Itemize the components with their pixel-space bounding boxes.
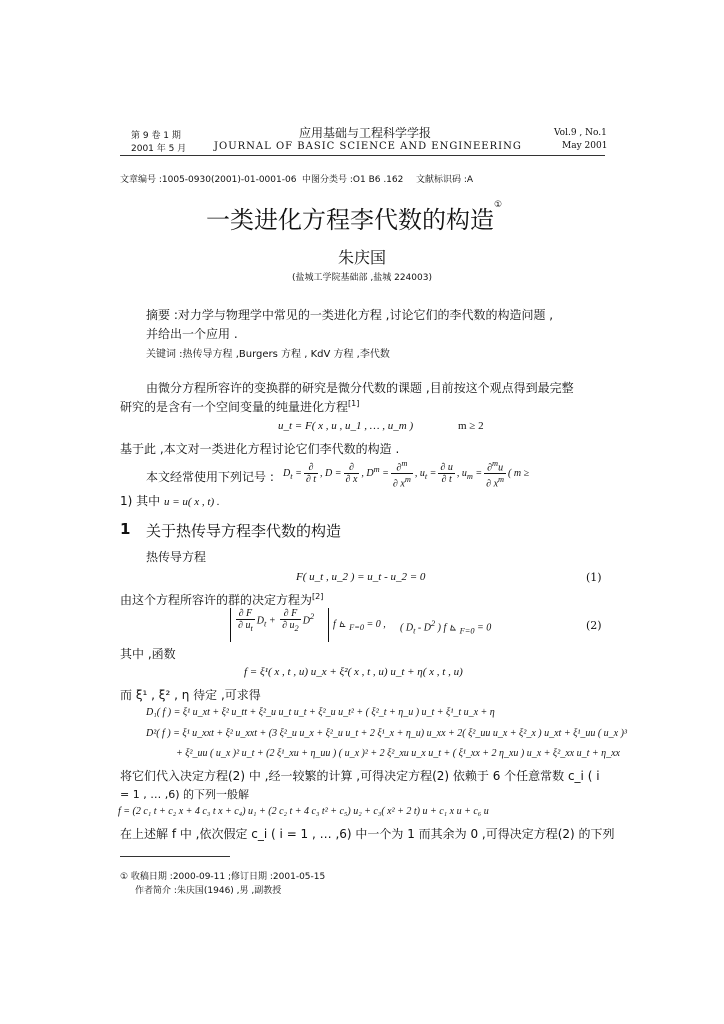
header-journal-cn: 应用基础与工程科学学报 (298, 126, 431, 140)
intro-para-1a: 由微分方程所容许的变换群的研究是微分代数的课题 ,目前按这个观点得到最完整 (146, 381, 574, 395)
equation-2-number: (2) (586, 619, 602, 632)
subsection-heat-equation: 热传导方程 (146, 550, 207, 564)
equation-d2-line1: D²( f ) = ξ¹ u_xxt + ξ² u_xxt + (3 ξ²_u u_x + ξ²_u u_t + 2 ξ¹_x + η_u) u_xx + 2( ξ²_uu u_x + ξ²_x ) u_xt + ξ¹_uu ( u_x )³ (146, 728, 627, 739)
ref-1: [1] (348, 399, 360, 408)
intro-para-1b: 研究的是含有一个空间变量的纯量进化方程[1] (120, 399, 360, 414)
abstract-line-1: 摘要 :对力学与物理学中常见的一类进化方程 ,讨论它们的李代数的构造问题 , (146, 308, 554, 322)
section-1-number: 1 (120, 520, 131, 538)
article-number: 文章编号 :1005-0930(2001)-01-0001-06 (120, 175, 297, 185)
equation-1-number: (1) (586, 571, 602, 584)
substitution-para-b: = 1 , … ,6) 的下列一般解 (120, 788, 249, 801)
equation-f: f = ξ¹( x , t , u) u_x + ξ²( x , t , u) u_t + η( x , t , u) (244, 666, 463, 678)
equation-2-left: $\frac{\partial F}{\partial u_t}$ $D_t$ + $\frac{\partial F}{\partial u_2}$ $D^2$ (238, 608, 315, 633)
footnote-author-bio: 作者简介 :朱庆国(1946) ,男 ,副教授 (135, 886, 282, 896)
function-intro: 其中 ,函数 (120, 647, 176, 661)
intro-para-2: 基于此 ,本文对一类进化方程讨论它们李代数的构造 . (120, 442, 400, 456)
equation-2-mid: f ⊾ $_{F=0}$ = 0 , (333, 619, 386, 632)
equation-condition: m ≥ 2 (458, 420, 484, 432)
page-title: 一类进化方程李代数的构造① (206, 200, 503, 234)
notation-formulas: $D_t$ = $\frac{\partial}{\partial t}$ , D = $\frac{\partial}{\partial x}$ , $D^m$ = $\frac{\partial^m}{\partial x^m}$ , $u_t$ = $\frac{\partial u}{\partial t}$ , $u_m$ = $\frac{\partial^mu}{\partial x^m}$ ( m ≥ (283, 459, 530, 490)
header-date: 2001 年 5 月 (131, 144, 187, 154)
general-solution: f = (2 c₁ t + c₂ x + 4 c₃ t x + c₄) u₁ + (2 c₂ t + 4 c₃ t² + c₅) u₂ + c₃( x² + 2 t) u + c₁ x u + c₆ u (118, 806, 489, 817)
section-1-title: 关于热传导方程李代数的构造 (146, 522, 342, 540)
det-bar-right (328, 608, 329, 642)
equation-d2-line2: + ξ²_uu ( u_x )² u_t + (2 ξ¹_xu + η_uu ) ( u_x )² + 2 ξ²_xu u_x u_t + ( ξ¹_xx + 2 η_xu ) u_x + ξ²_xx u_t + η_xx (176, 748, 620, 759)
header-vol-date: May 2001 (562, 141, 608, 151)
header-journal-en: JOURNAL OF BASIC SCIENCE AND ENGINEERING (214, 141, 522, 152)
header-rule (120, 155, 605, 156)
equation-1: F( u_t , u_2 ) = u_t - u_2 = 0 (296, 571, 426, 583)
affiliation: (盐城工学院基础部 ,盐城 224003) (292, 273, 432, 283)
substitution-para-a: 将它们代入决定方程(2) 中 ,经一较繁的计算 ,可得决定方程(2) 依赖于 6 个任意常数 c_i ( i (120, 769, 600, 783)
footnote-rule (120, 856, 230, 857)
footnote-received: ① 收稿日期 :2000-09-11 ;修订日期 :2001-05-15 (120, 872, 326, 882)
determining-eq-intro: 由这个方程所容许的群的决定方程为[2] (120, 592, 324, 607)
equation-d1: D₁( f ) = ξ¹ u_xt + ξ² u_tt + ξ²_u u_t u_t + ξ²_u u_t² + ( ξ²_t + η_u ) u_t + ξ¹_t u_x + η (146, 707, 495, 718)
author: 朱庆国 (337, 248, 386, 267)
undetermined-intro: 而 ξ¹ , ξ² , η 待定 ,可求得 (120, 688, 261, 702)
det-bar-left (230, 608, 231, 642)
clc-number: 中图分类号 :O1 B6 .162 (302, 175, 404, 185)
header-vol: Vol.9 , No.1 (554, 128, 607, 138)
document-code: 文献标识码 :A (416, 175, 474, 185)
equation-main: u_t = F( x , u , u_1 , … , u_m ) (278, 420, 414, 432)
abstract-line-2: 并给出一个应用 . (146, 327, 238, 341)
title-footnote-mark: ① (494, 200, 503, 210)
keywords: 关键词 :热传导方程 ,Burgers 方程 , KdV 方程 ,李代数 (146, 349, 390, 360)
notation-intro: 本文经常使用下列记号 : (146, 470, 274, 484)
header-issue: 第 9 卷 1 期 (131, 131, 181, 141)
equation-2-right: ( $D_t - D^2$ ) f ⊾ $_{F=0}$ = 0 (400, 619, 492, 636)
solution-para: 在上述解 f 中 ,依次假定 c_i ( i = 1 , … ,6) 中一个为 1 而其余为 0 ,可得决定方程(2) 的下列 (120, 827, 615, 841)
ref-2: [2] (312, 592, 324, 601)
notation-tail: 1) 其中 u = u( x , t) . (120, 494, 220, 508)
